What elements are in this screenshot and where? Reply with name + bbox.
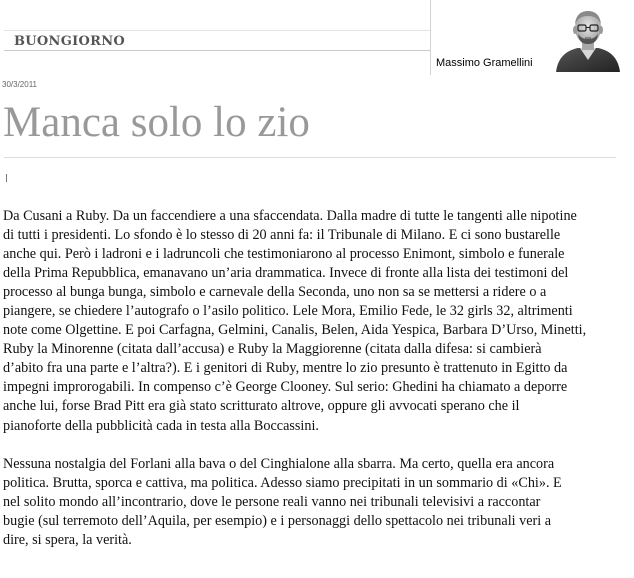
title-divider [4, 157, 616, 158]
author-portrait-icon [554, 6, 622, 72]
column-name: BUONGIORNO [14, 34, 126, 49]
column-header [0, 0, 634, 78]
header-divider [4, 50, 430, 51]
article-paragraph: Da Cusani a Ruby. Da un faccendiere a una sfaccendata. Dalla madre di tutte le tangenti alle nipotine di tutti i presidenti. Lo sfondo è lo stesso di 20 anni fa: il Tribunale di Milano. E ci sono bustarelle anche qui. Però i ladroni e i ladruncoli che testimoniarono al processo Enimont, simbolo e funerale della Prima Repubblica, emanavano un’aria drammatica. Invece di fronte alla lista dei testimoni del processo al bunga bunga, simbolo e carnevale della Seconda, uno non sa se mettersi a ridere o a piangere, se chiedere l’autografo o l’asilo politico. Lele Mora, Emilio Fede, le 32 girls 32, altrimenti note come Olgettine. E poi Carfagna, Gelmini, Canalis, Belen, Aida Yespica, Barbara D’Urso, Minetti, Ruby la Minorenne (citata dall’accusa) e Ruby la Maggiorenne (citata dalla difesa: si cambierà d’abito fra una parte e l’altra?). E i genitori di Ruby, mentre lo zio presunto è trattenuto in Egitto da impegni improrogabili. In compenso c’è George Clooney. Sul serio: Ghedini ha chiamato a deporre anche lui, forse Brad Pitt era già stato scritturato altrove, oppure gli avvocati sperano che il pianoforte della pubblicità cada in testa alla Boccassini. [3, 208, 587, 434]
author-name: Massimo Gramellini [436, 57, 533, 69]
article-title: Manca solo lo zio [3, 99, 310, 146]
text-cursor [6, 174, 7, 182]
article-paragraph: Nessuna nostalgia del Forlani alla bava o del Cinghialone alla sbarra. Ma certo, quella era ancora politica. Brutta, sporca e cattiva, ma politica. Adesso siamo precipitati in un sommario di «Chi». E nel solito mondo all’incontrario, dove le persone reali vanno nei tribunali televisivi a raccontar bugie (sul terremoto dell’Aquila, per esempio) e i personaggi dello spettacolo nei tribunali veri a dire, si spera, la verità. [3, 455, 562, 548]
header-top-divider [4, 30, 430, 31]
article-date: 30/3/2011 [2, 80, 37, 89]
article-body [3, 207, 625, 550]
